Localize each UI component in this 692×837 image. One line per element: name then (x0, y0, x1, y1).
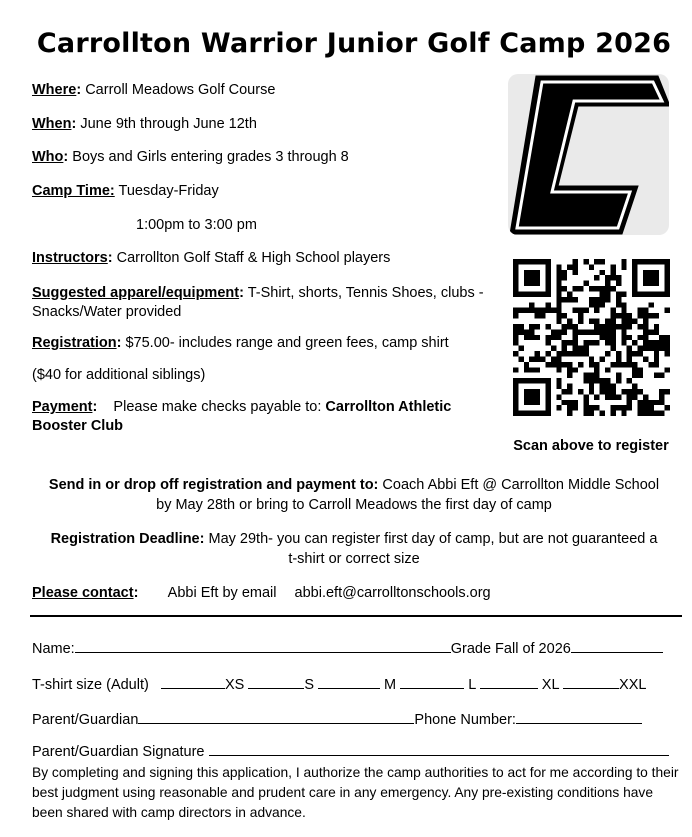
size-xs-label: XS (224, 677, 245, 693)
name-row (32, 638, 663, 657)
deadline-label: Registration Deadline: (50, 531, 205, 547)
size-m-label: M (384, 677, 397, 693)
apparel-label: Suggested apparel/equipment (32, 285, 240, 301)
deadline-text-2: t-shirt or correct size (288, 551, 420, 567)
when-label: When (32, 116, 72, 132)
registration-row: Registration: $75.00- includes range and green fees, camp shirt (32, 335, 449, 351)
size-m-field[interactable] (318, 674, 380, 689)
size-xs-field[interactable] (161, 674, 225, 689)
send-in-label: Send in or drop off registration and payment to: (48, 477, 379, 493)
phone-field[interactable] (516, 709, 642, 724)
tshirt-row (32, 674, 646, 693)
camp-time-hours: 1:00pm to 3:00 pm (136, 217, 257, 233)
name-field[interactable] (75, 638, 451, 653)
grade-label: Grade Fall of 2026 (450, 641, 571, 657)
apparel-value: T-Shirt, shorts, Tennis Shoes, clubs - (247, 285, 484, 301)
camp-time-label: Camp Time: (32, 183, 115, 199)
grade-field[interactable] (571, 638, 663, 653)
who-row: Who: Boys and Girls entering grades 3 through 8 (32, 149, 349, 165)
who-value: Boys and Girls entering grades 3 through 8 (72, 149, 349, 165)
name-label: Name: (32, 641, 75, 657)
size-l-field[interactable] (400, 674, 464, 689)
signature-row (32, 741, 669, 760)
camp-time-value: Tuesday-Friday (118, 183, 219, 199)
instructors-value: Carrollton Golf Staff & High School players (116, 250, 391, 266)
registration-qr-code[interactable] (513, 259, 670, 416)
page-title: Carrollton Warrior Junior Golf Camp 2026 (36, 28, 672, 59)
payment-payee-2: Booster Club (32, 418, 124, 434)
registration-value: $75.00- includes range and green fees, camp shirt (125, 335, 449, 351)
contact-row: Please contact: Abbi Eft by email abbi.eft@carrolltonschools.org (32, 585, 491, 601)
signature-label: Parent/Guardian Signature (32, 744, 205, 760)
contact-name: Abbi Eft by email (167, 585, 277, 601)
camp-time-row (32, 182, 219, 201)
contact-email[interactable]: abbi.eft@carrolltonschools.org (294, 585, 491, 601)
instructors-label: Instructors (32, 250, 108, 266)
when-row: When: June 9th through June 12th (32, 116, 257, 132)
phone-label: Phone Number: (414, 712, 516, 728)
send-in-text-1: Coach Abbi Eft @ Carrollton Middle School (382, 477, 660, 493)
qr-caption: Scan above to register (513, 438, 669, 454)
payment-payee-1: Carrollton Athletic (325, 399, 452, 415)
payment-value: Please make checks payable to: (113, 399, 322, 415)
registration-label: Registration (32, 335, 117, 351)
deadline-text-1: May 29th- you can register first day of camp, but are not guaranteed a (208, 531, 658, 547)
signature-field[interactable] (209, 741, 669, 756)
payment-label: Payment (32, 399, 93, 415)
apparel-value-2: Snacks/Water provided (32, 304, 182, 320)
size-s-field[interactable] (248, 674, 304, 689)
send-in-text-2: by May 28th or bring to Carroll Meadows the first day of camp (156, 497, 552, 513)
where-label: Where (32, 82, 77, 98)
contact-label: Please contact (32, 585, 134, 601)
instructors-row: Instructors: Carrollton Golf Staff & High School players (32, 250, 391, 266)
size-xl-label: XL (541, 677, 559, 693)
carrollton-c-logo (508, 74, 669, 235)
size-xxl-field[interactable] (563, 674, 619, 689)
parent-row (32, 709, 642, 728)
payment-row: Payment: Please make checks payable to: Carrollton Athletic (32, 399, 452, 415)
size-xxl-label: XXL (619, 677, 647, 693)
send-in-block (24, 475, 684, 515)
parent-label: Parent/Guardian (32, 712, 139, 728)
size-xl-field[interactable] (480, 674, 538, 689)
size-s-label: S (304, 677, 314, 693)
tshirt-label: T-shirt size (Adult) (32, 677, 149, 693)
consent-text: By completing and signing this application, I authorize the camp authorities to act for me according to their best judgment using reasonable and prudent care in any emergency. Any pre-existing conditions have been shared with camp directors in advance. (32, 765, 679, 820)
siblings-note: ($40 for additional siblings) (32, 367, 206, 383)
where-row: Where: Carroll Meadows Golf Course (32, 82, 276, 98)
where-value: Carroll Meadows Golf Course (85, 82, 276, 98)
parent-field[interactable] (138, 709, 414, 724)
who-label: Who (32, 149, 64, 165)
when-value: June 9th through June 12th (80, 116, 257, 132)
apparel-row: Suggested apparel/equipment: T-Shirt, shorts, Tennis Shoes, clubs - (32, 285, 484, 301)
section-divider (30, 615, 682, 617)
size-l-label: L (468, 677, 476, 693)
deadline-block (24, 529, 684, 569)
